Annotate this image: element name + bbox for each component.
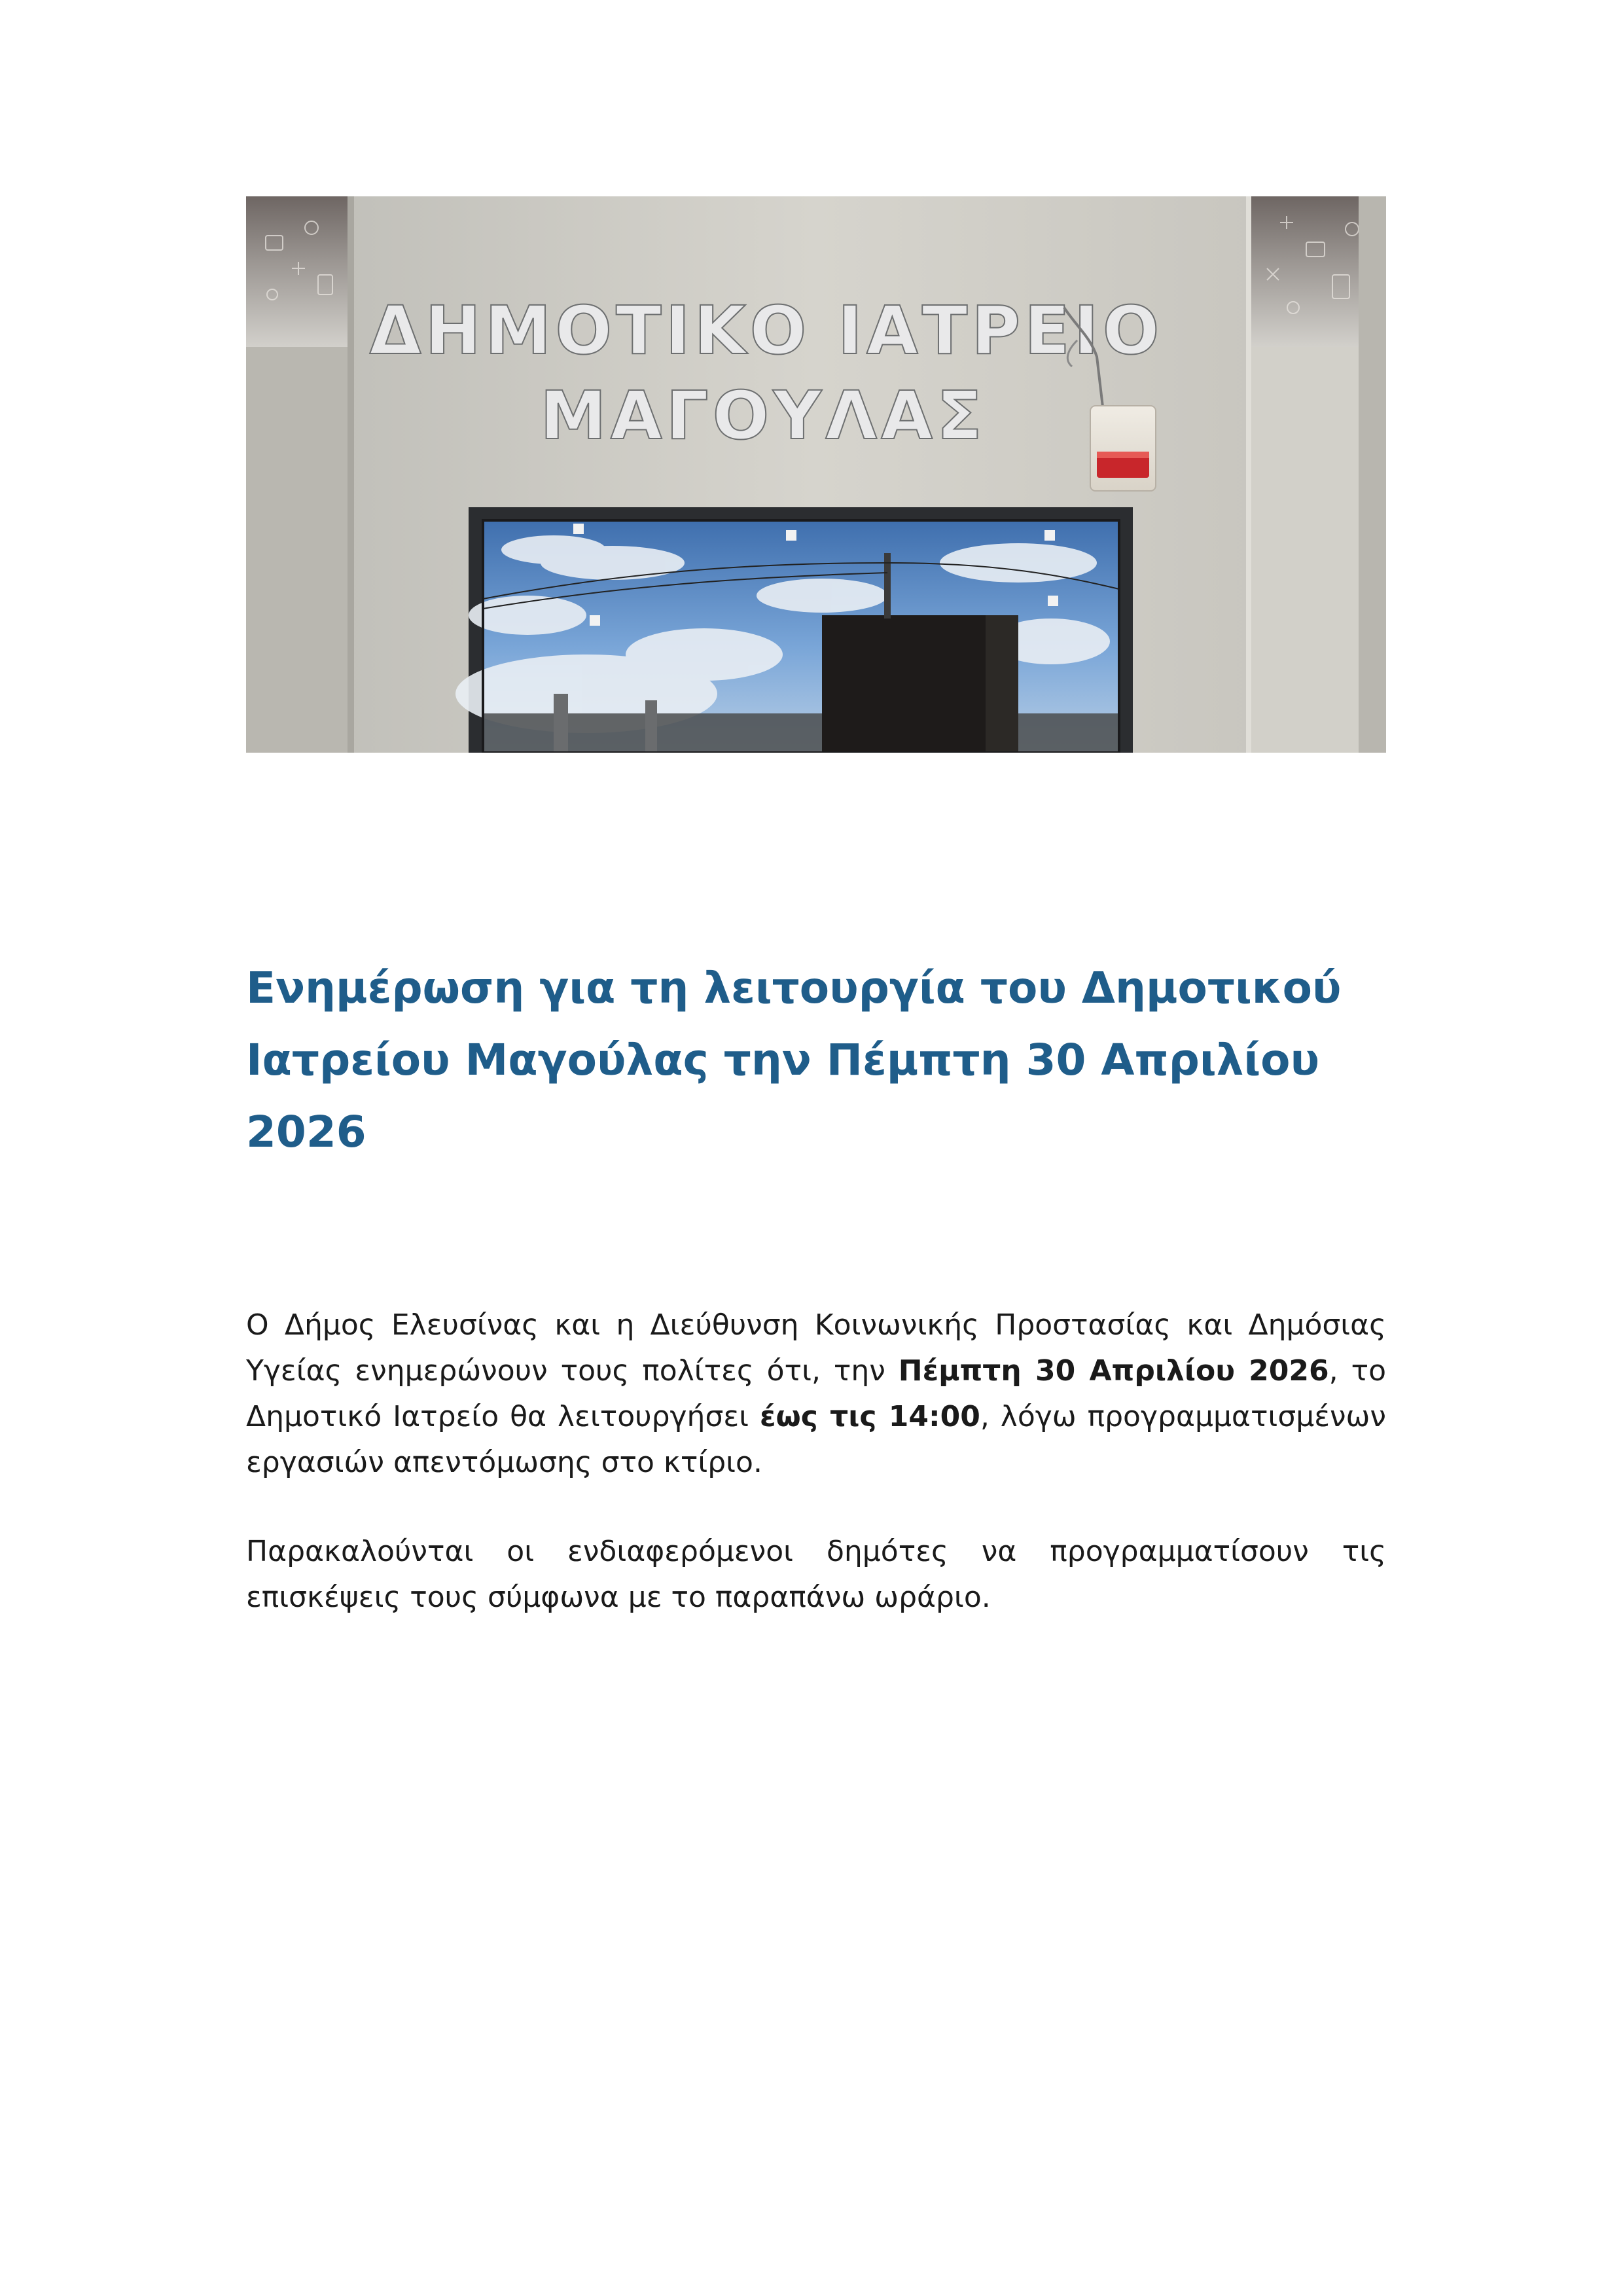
paragraph-1-text-b: , το Δημοτικό Ιατρείο θα λειτουργήσει — [246, 1354, 1386, 1433]
clinic-photo — [246, 196, 1386, 753]
article-paragraph-1 — [246, 1302, 1386, 1486]
article-title: Ενημέρωση για τη λειτουργία του Δημοτικού Ιατρείου Μαγούλας την Πέμπτη 30 Απριλίου 2026 — [246, 963, 1342, 1157]
paragraph-1-date: Πέμπτη 30 Απριλίου 2026 — [898, 1354, 1329, 1388]
alarm-siren — [1090, 406, 1156, 491]
paragraph-1-text-c: , λόγω προγραμματισμένων εργασιών απεντόμωσης στο κτίριο. — [246, 1400, 1386, 1479]
interior-door — [822, 615, 986, 753]
paragraph-1-text-a: Ο Δήμος Ελευσίνας και η Διεύθυνση Κοινωνικής Προστασίας και Δημόσιας Υγείας ενημερώνουν τους πολίτες ότι, την — [246, 1308, 1386, 1388]
sign-line-1: ΔΗΜΟΤΙΚΟ ΙΑΤΡΕΙΟ — [369, 292, 1164, 370]
article-paragraph-2: Παρακαλούνται οι ενδιαφερόμενοι δημότες να προγραμματίσουν τις επισκέψεις τους σύμφωνα με το παραπάνω ωράριο. — [246, 1535, 1386, 1614]
paragraph-1-hours: έως τις 14:00 — [760, 1400, 980, 1433]
sign-line-2: ΜΑΓΟΥΛΑΣ — [540, 377, 986, 455]
clinic-facade-image — [246, 196, 1386, 753]
